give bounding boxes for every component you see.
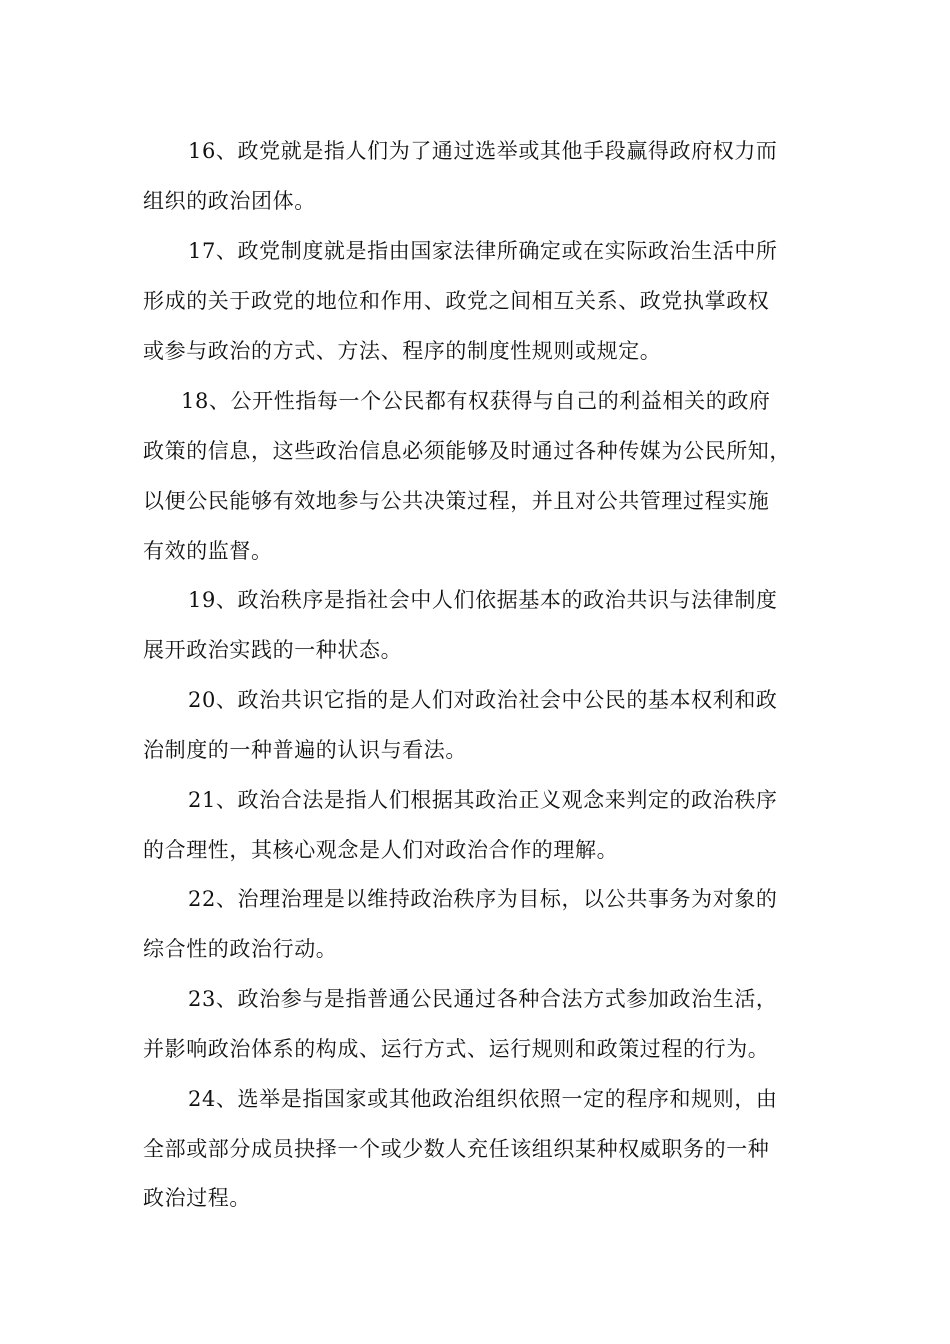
- paragraph-18-line-4: 有效的监督。: [143, 539, 273, 563]
- paragraph-24-line-1: 24、选举是指国家或其他政治组织依照一定的程序和规则，由: [188, 1087, 778, 1111]
- paragraph-24-line-3: 政治过程。: [143, 1186, 251, 1210]
- paragraph-18-line-3: 以便公民能够有效地参与公共决策过程，并且对公共管理过程实施: [143, 489, 770, 513]
- paragraph-19-line-2: 展开政治实践的一种状态。: [143, 638, 403, 662]
- paragraph-16-line-2: 组织的政治团体。: [143, 189, 316, 213]
- paragraph-21-line-1: 21、政治合法是指人们根据其政治正义观念来判定的政治秩序: [188, 788, 778, 812]
- paragraph-18-line-1: 18、公开性指每一个公民都有权获得与自己的利益相关的政府: [181, 389, 771, 413]
- paragraph-22-line-1: 22、治理治理是以维持政治秩序为目标，以公共事务为对象的: [188, 887, 778, 911]
- paragraph-21-line-2: 的合理性，其核心观念是人们对政治合作的理解。: [143, 838, 619, 862]
- paragraph-19-line-1: 19、政治秩序是指社会中人们依据基本的政治共识与法律制度: [188, 588, 778, 612]
- paragraph-23-line-1: 23、政治参与是指普通公民通过各种合法方式参加政治生活，: [188, 987, 778, 1011]
- paragraph-17-line-3: 或参与政治的方式、方法、程序的制度性规则或规定。: [143, 339, 662, 363]
- paragraph-20-line-1: 20、政治共识它指的是人们对政治社会中公民的基本权利和政: [188, 688, 778, 712]
- paragraph-18-line-2: 政策的信息，这些政治信息必须能够及时通过各种传媒为公民所知，: [143, 439, 791, 463]
- paragraph-23-line-2: 并影响政治体系的构成、运行方式、运行规则和政策过程的行为。: [143, 1037, 770, 1061]
- paragraph-22-line-2: 综合性的政治行动。: [143, 937, 338, 961]
- paragraph-24-line-2: 全部或部分成员抉择一个或少数人充任该组织某种权威职务的一种: [143, 1137, 770, 1161]
- paragraph-20-line-2: 治制度的一种普遍的认识与看法。: [143, 738, 467, 762]
- paragraph-16-line-1: 16、政党就是指人们为了通过选举或其他手段赢得政府权力而: [188, 139, 778, 163]
- paragraph-17-line-2: 形成的关于政党的地位和作用、政党之间相互关系、政党执掌政权: [143, 289, 770, 313]
- paragraph-17-line-1: 17、政党制度就是指由国家法律所确定或在实际政治生活中所: [188, 239, 778, 263]
